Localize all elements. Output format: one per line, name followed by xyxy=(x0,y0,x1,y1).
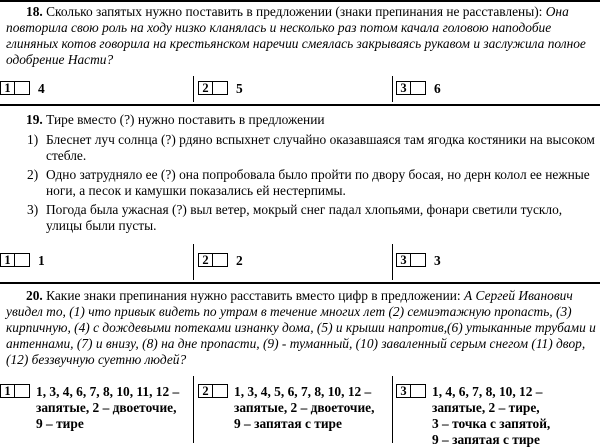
question-prompt: Какие знаки препинания нужно расставить вместо цифр в предложении: xyxy=(46,288,461,303)
answer-checkbox[interactable] xyxy=(411,253,426,267)
option-line: запятые, 2 – тире, xyxy=(432,400,540,415)
option-line: 9 – тире xyxy=(36,416,84,431)
question-sentence: А Сергей Иванович увидел то, (1) что привык видеть по утрам в течение многих лет (2) семиэтажную пропасть, (3) кирпичную, (4) с дождевыми потеками изнанку дома, (5) и крыши напротив,(6) утыканные трубами и антеннами, (7) и внизу, (8) на дне пропасти, (9) - туманный, (10) заваленный серым снегом (11) двор, (12) беззвучную суетню людей? xyxy=(6,288,596,367)
answer-option-3[interactable] xyxy=(396,384,550,448)
option-separator xyxy=(392,76,393,102)
option-line: 9 – запятая с тире xyxy=(234,416,342,431)
answer-checkbox[interactable] xyxy=(15,384,30,398)
statement-item xyxy=(6,202,596,234)
answer-option-3[interactable] xyxy=(396,81,441,97)
answer-option-3[interactable] xyxy=(396,253,441,269)
option-line: запятые, 2 – двоеточие, xyxy=(234,400,375,415)
statement-item xyxy=(6,167,596,199)
question-19 xyxy=(6,112,596,234)
answer-checkbox[interactable] xyxy=(213,81,228,95)
answer-checkbox[interactable] xyxy=(411,384,426,398)
statement-text: Погода была ужасная (?) выл ветер, мокрый снег падал хлопьями, фонари светили тускло, улицы были пусты. xyxy=(46,202,563,233)
option-line: 1, 3, 4, 5, 6, 7, 8, 10, 12 – xyxy=(234,384,372,399)
divider-top xyxy=(0,0,600,2)
statement-list xyxy=(6,132,596,234)
option-text: 3 xyxy=(434,253,441,268)
divider xyxy=(0,282,600,284)
option-line: 1, 3, 4, 6, 7, 8, 10, 11, 12 – xyxy=(36,384,180,399)
question-number: 20. xyxy=(26,288,43,303)
answer-options-19 xyxy=(0,244,600,280)
statement-number: 3) xyxy=(27,202,39,217)
option-number-box: 2 xyxy=(198,253,213,267)
option-separator xyxy=(193,76,194,102)
answer-checkbox[interactable] xyxy=(213,253,228,267)
option-separator xyxy=(193,244,194,280)
question-20 xyxy=(6,288,596,368)
statement-text: Блеснет луч солнца (?) рдяно вспыхнет случайно оказавшаяся там ягодка костяники на высоком стебле. xyxy=(46,132,595,163)
option-number-box: 2 xyxy=(198,81,213,95)
option-separator xyxy=(392,244,393,280)
statement-text: Одно затрудняло ее (?) она попробовала было пройти по двору босая, но дерн колол ее нежные ноги, а песок и камушки показались ей нестерпимы. xyxy=(46,167,590,198)
option-text: 6 xyxy=(434,81,441,96)
answer-option-2[interactable] xyxy=(198,384,374,432)
answer-checkbox[interactable] xyxy=(213,384,228,398)
divider xyxy=(0,104,600,106)
answer-option-2[interactable] xyxy=(198,81,243,97)
answer-checkbox[interactable] xyxy=(15,253,30,267)
question-sentence: Она повторила свою роль на ходу низко кланялась и несколько раз потом качала головою наподобие глиняных котов говорила на крестьянском наречии смеялась закрываясь рукавом и заслужила полное одобрение Насти? xyxy=(6,4,586,67)
answer-options-20 xyxy=(0,376,600,447)
option-text: 4 xyxy=(38,81,45,96)
option-line: 1, 4, 6, 7, 8, 10, 12 – xyxy=(432,384,543,399)
answer-option-2[interactable] xyxy=(198,253,243,269)
statement-number: 1) xyxy=(27,132,39,147)
option-line: запятые, 2 – двоеточие, xyxy=(36,400,177,415)
option-text: 1 xyxy=(38,253,45,268)
option-number-box: 1 xyxy=(0,81,15,95)
option-number-box: 3 xyxy=(396,81,411,95)
option-text: 2 xyxy=(236,253,243,268)
option-number-box: 3 xyxy=(396,384,411,398)
option-text xyxy=(36,384,179,432)
answer-checkbox[interactable] xyxy=(411,81,426,95)
answer-option-1[interactable] xyxy=(0,253,45,269)
question-prompt: Тире вместо (?) нужно поставить в предложении xyxy=(46,112,325,127)
option-text xyxy=(432,384,550,448)
option-number-box: 3 xyxy=(396,253,411,267)
question-number: 18. xyxy=(26,4,43,19)
answer-option-1[interactable] xyxy=(0,384,179,432)
answer-option-1[interactable] xyxy=(0,81,45,97)
option-separator xyxy=(193,376,194,443)
option-line: 3 – точка с запятой, xyxy=(432,416,551,431)
option-number-box: 1 xyxy=(0,384,15,398)
option-number-box: 2 xyxy=(198,384,213,398)
question-18 xyxy=(6,4,596,68)
option-number-box: 1 xyxy=(0,253,15,267)
answer-checkbox[interactable] xyxy=(15,81,30,95)
statement-number: 2) xyxy=(27,167,39,182)
option-line: 9 – запятая с тире xyxy=(432,432,540,447)
statement-item xyxy=(6,132,596,164)
option-separator xyxy=(392,376,393,443)
option-text: 5 xyxy=(236,81,243,96)
question-number: 19. xyxy=(26,112,43,127)
option-text xyxy=(234,384,374,432)
answer-options-18 xyxy=(0,76,600,104)
question-prompt: Сколько запятых нужно поставить в предложении (знаки препинания не расставлены): xyxy=(46,4,543,19)
